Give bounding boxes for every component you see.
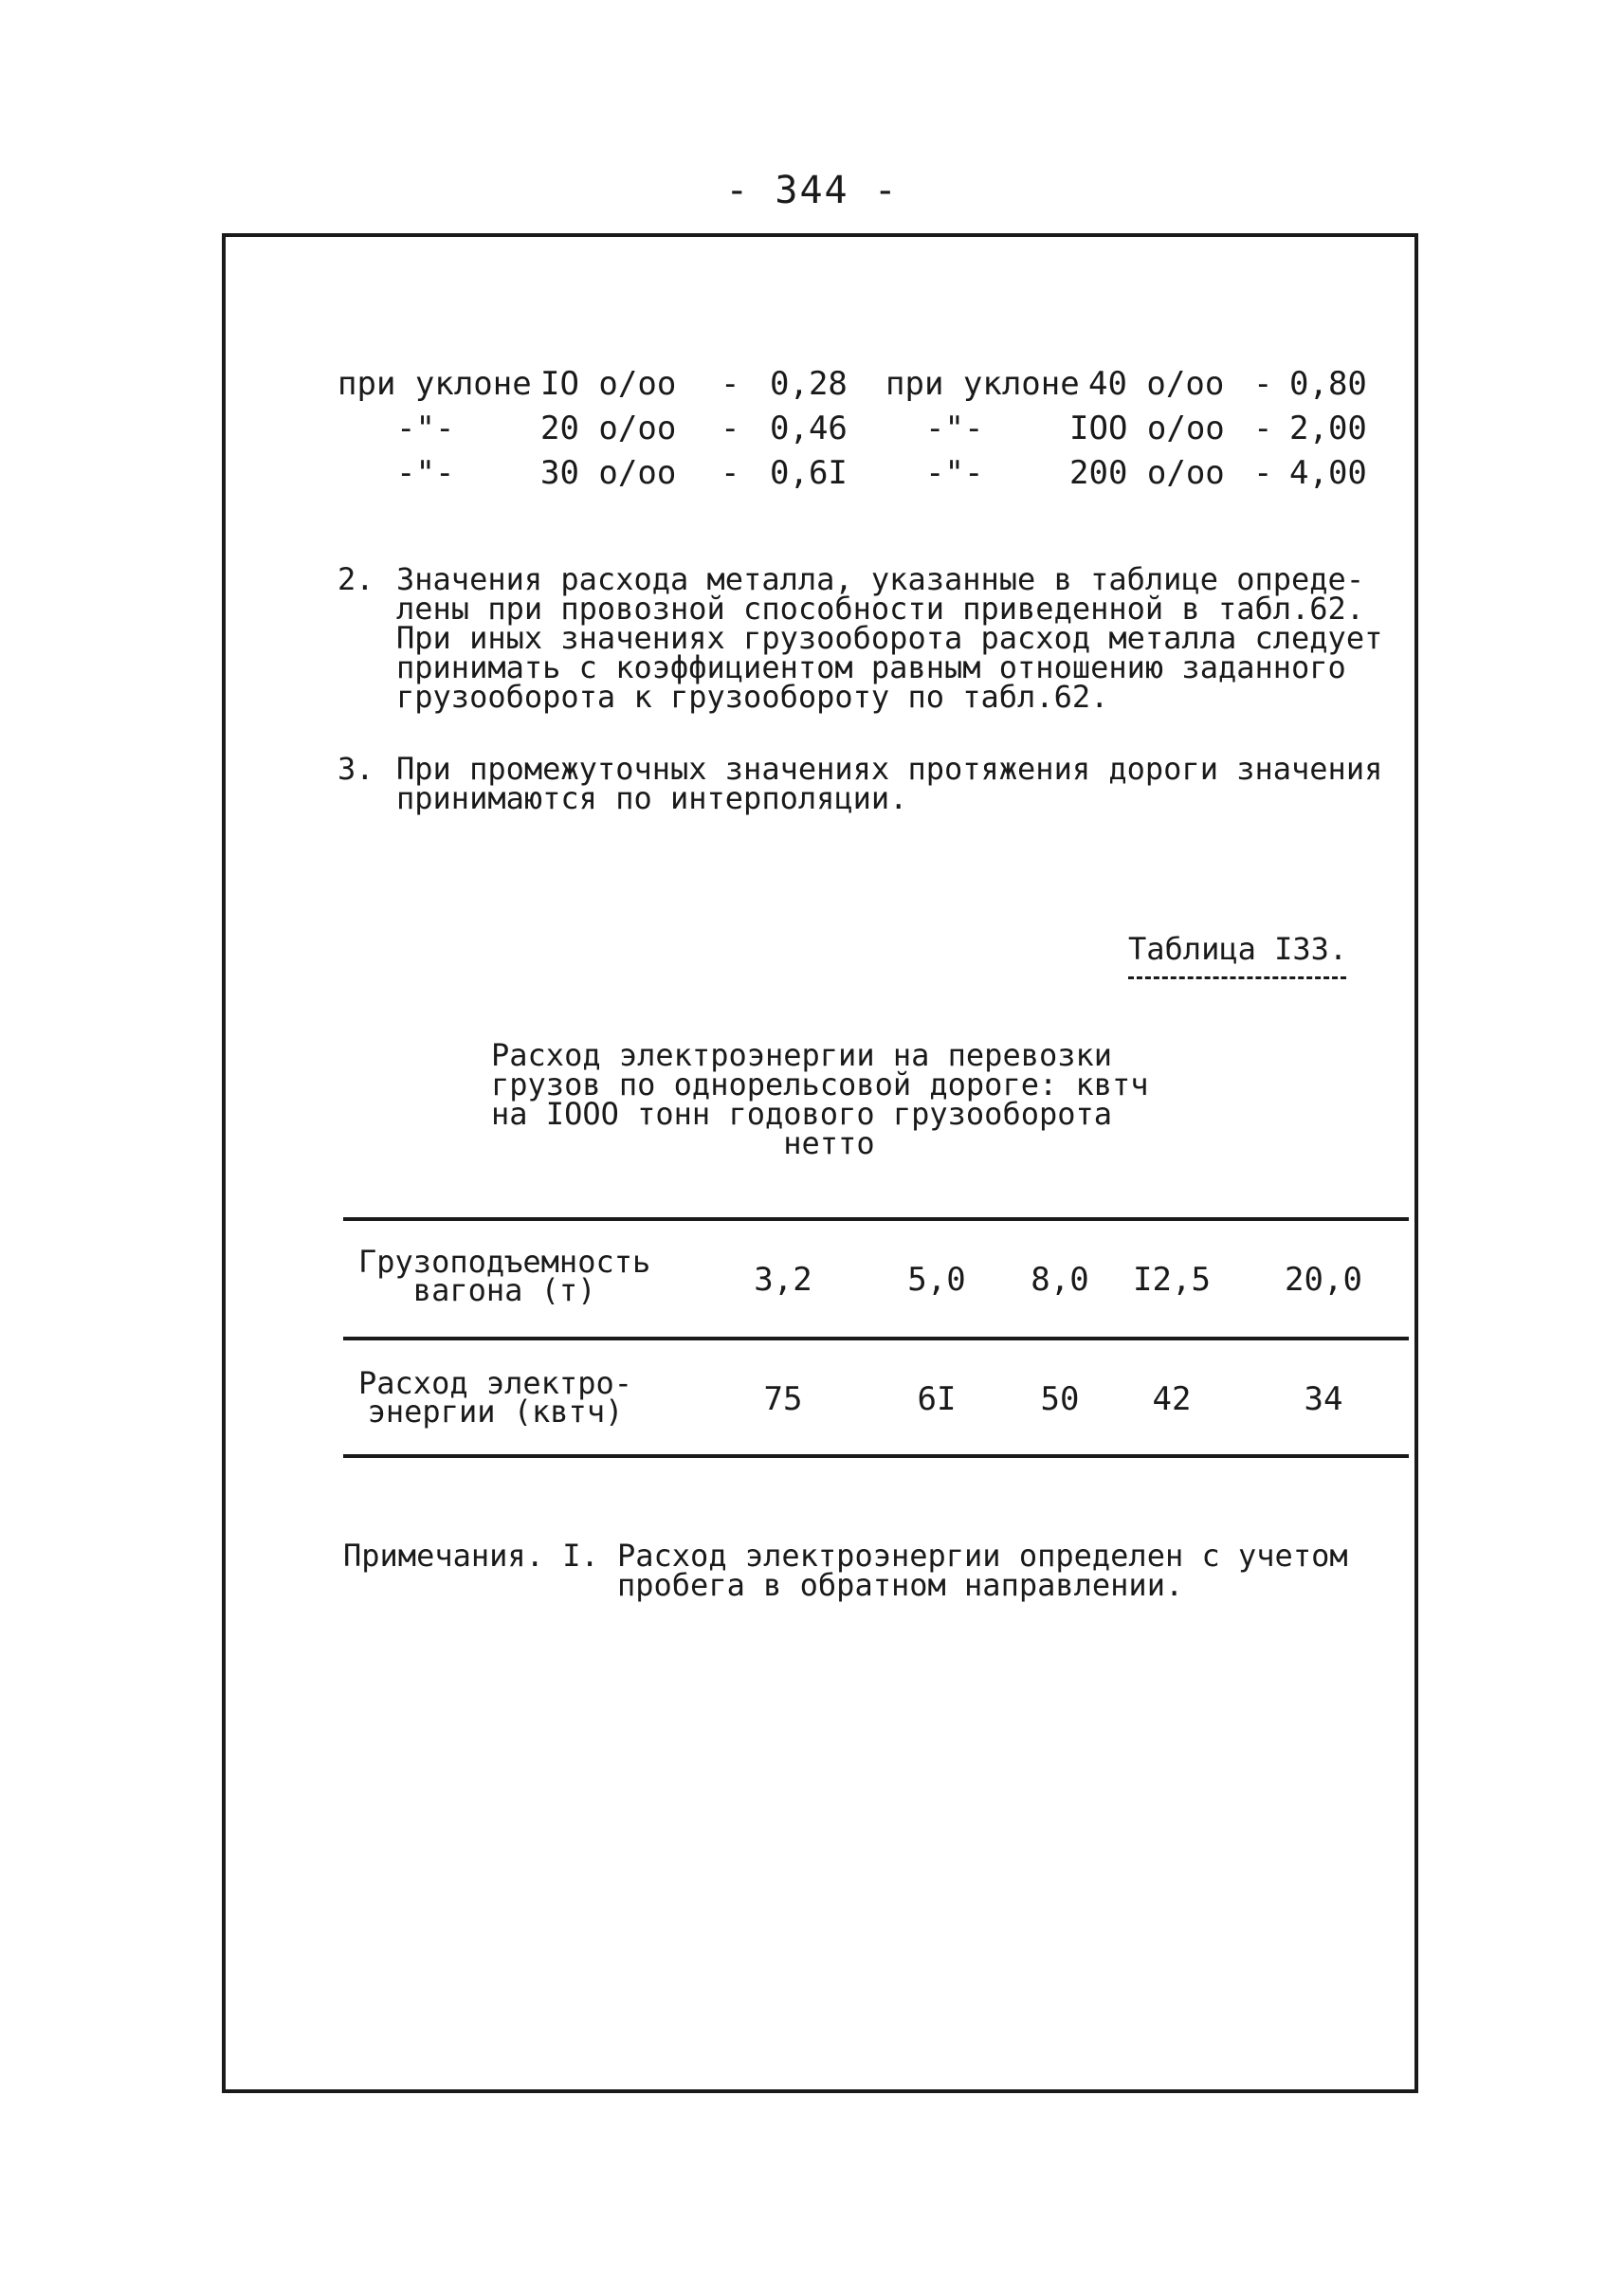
note-text: Значения расхода металла, указанные в таблице опреде- лены при провозной способности приведенной в табл.62. При иных значениях грузооборота расход металла следует принимать с коэффициентом равным отношению заданного грузооборота к грузообороту по табл.62. [396, 561, 1383, 715]
cell-value: 34 [1304, 1380, 1343, 1418]
page-frame [222, 233, 1418, 2093]
cell-value: 3,2 [754, 1261, 812, 1299]
page-number: - 344 - [725, 169, 899, 212]
slope-label: при уклоне [338, 365, 532, 403]
ditto-mark: -"- [925, 410, 984, 447]
ditto-mark: -"- [925, 454, 984, 492]
slope-coefficient: 0,28 [770, 365, 848, 403]
row-label-capacity: Грузоподъемность вагона (т) [358, 1244, 651, 1308]
cell-value: 42 [1152, 1380, 1192, 1418]
slope-dash: - [1253, 454, 1273, 492]
cell-value: 50 [1040, 1380, 1080, 1418]
cell-value: 20,0 [1285, 1261, 1362, 1299]
slope-coefficient: 2,00 [1289, 410, 1367, 447]
note-text: При промежуточных значениях протяжения дороги значения принимаются по интерполяции. [396, 751, 1383, 816]
table-rule-top [343, 1217, 1409, 1221]
slope-dash: - [721, 365, 740, 403]
slope-dash: - [1253, 410, 1273, 447]
cell-value: 5,0 [907, 1261, 966, 1299]
table-title: Расход электроэнергии на перевозки грузов по однорельсовой дороге: квтч на IOOO тонн годового грузооборота нетто [491, 1037, 1149, 1161]
slope-label: при уклоне [885, 365, 1080, 403]
cell-value: 6I [917, 1380, 957, 1418]
slope-dash: - [721, 454, 740, 492]
slope-coefficient: 0,46 [770, 410, 848, 447]
slope-value: IOO о/оо [1069, 410, 1225, 447]
slope-value: 30 о/оо [540, 454, 677, 492]
table-number-underline [1128, 976, 1346, 979]
table-rule-bottom [343, 1454, 1409, 1458]
footnote: Примечания. I. Расход электроэнергии определен с учетом пробега в обратном направлении. [343, 1538, 1348, 1603]
note-number: 2. [338, 561, 374, 597]
ditto-mark: -"- [396, 454, 455, 492]
slope-value: 20 о/оо [540, 410, 677, 447]
row-label-energy: Расход электро- энергии (квтч) [358, 1365, 632, 1430]
table-number: Таблица I33. [1128, 931, 1348, 967]
table-rule-middle [343, 1337, 1409, 1340]
slope-dash: - [1253, 365, 1273, 403]
slope-value: 200 о/оо [1069, 454, 1225, 492]
cell-value: 8,0 [1031, 1261, 1089, 1299]
ditto-mark: -"- [396, 410, 455, 447]
cell-value: I2,5 [1133, 1261, 1211, 1299]
slope-coefficient: 4,00 [1289, 454, 1367, 492]
slope-value: IO о/оо [540, 365, 677, 403]
slope-value: 40 о/оо [1088, 365, 1225, 403]
slope-coefficient: 0,6I [770, 454, 848, 492]
note-number: 3. [338, 751, 374, 787]
slope-dash: - [721, 410, 740, 447]
slope-coefficient: 0,80 [1289, 365, 1367, 403]
cell-value: 75 [763, 1380, 803, 1418]
